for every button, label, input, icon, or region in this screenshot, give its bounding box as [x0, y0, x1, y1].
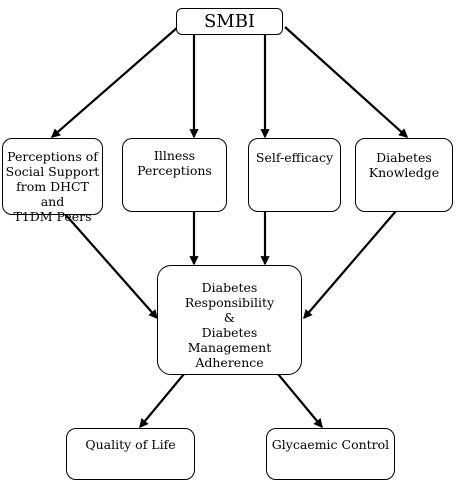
- smbi-node: SMBI: [176, 8, 283, 35]
- self-efficacy-node: Self-efficacy: [248, 138, 341, 212]
- glycaemic-control-node: Glycaemic Control: [266, 428, 395, 480]
- arrow-social-support-to-central: [65, 214, 157, 318]
- diabetes-knowledge-node: Diabetes Knowledge: [355, 138, 453, 212]
- quality-of-life-node: Quality of Life: [66, 428, 195, 480]
- arrow-diabetes-knowledge-to-central: [304, 211, 396, 318]
- illness-perceptions-node: Illness Perceptions: [122, 138, 227, 212]
- arrow-central-to-quality-of-life: [140, 374, 184, 427]
- arrow-smbi-to-diabetes-knowledge: [285, 27, 407, 137]
- arrow-central-to-glycaemic-control: [278, 374, 322, 427]
- arrow-smbi-to-social-support: [52, 27, 178, 137]
- social-support-node: Perceptions of Social Support from DHCT and T1DM Peers: [2, 138, 103, 215]
- central-outcome-node: Diabetes Responsibility & Diabetes Management Adherence: [157, 265, 302, 375]
